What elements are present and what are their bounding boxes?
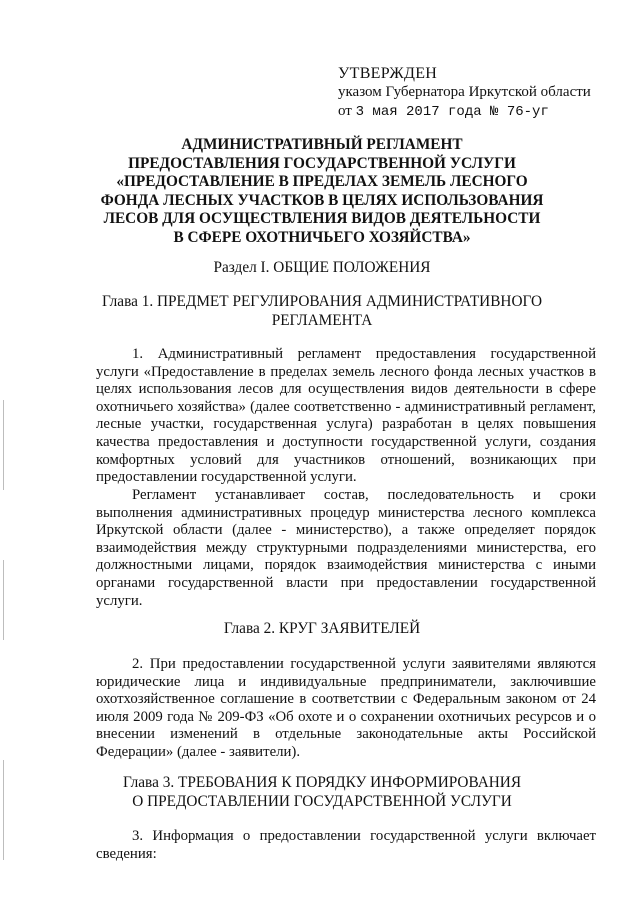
title-line: В СФЕРЕ ОХОТНИЧЬЕГО ХОЗЯЙСТВА»: [173, 228, 471, 246]
section-1-heading: [95, 259, 549, 278]
chapter-1-heading: [95, 293, 549, 330]
approval-date-line: [338, 102, 591, 122]
scan-margin-line: [3, 760, 4, 860]
approval-block: [338, 64, 591, 122]
scan-margin-line: [3, 560, 4, 640]
chapter-3-line: О ПРЕДОСТАВЛЕНИИ ГОСУДАРСТВЕННОЙ УСЛУГИ: [132, 792, 512, 810]
paragraph-1: 1. Административный регламент предоставления государственной услуги «Предоставление в пределах земель лесного фонда лесных участков в целях использования лесов для осуществления видов деятельности в сфере охотничьего хозяйства» (далее соответственно - административный регламент, лесные участки, государственная услуга) разработан в целях повышения качества предоставления и доступности государственной услуги, создания комфортных условий для участников отношений, возникающих при предоставлении государственной услуги.: [96, 346, 596, 486]
approval-title: УТВЕРЖДЕН: [338, 65, 438, 82]
paragraph-2: Регламент устанавливает состав, последовательность и сроки выполнения административных процедур министерства лесного комплекса Иркутской области (далее - министерство), а также определяет порядок взаимодействия между структурными подразделениями министерства, его должностными лицами, порядок взаимодействия министерства с иными органами государственной власти при предоставлении государственной услуги.: [96, 487, 596, 609]
chapter-2-label: Глава 2. КРУГ ЗАЯВИТЕЛЕЙ: [223, 620, 421, 637]
paragraph-4: 3. Информация о предоставлении государственной услуги включает сведения:: [96, 828, 596, 862]
approval-date-handwritten: 3 мая 2017 года № 76-уг: [355, 104, 549, 120]
chapter-1-line: РЕГЛАМЕНТА: [271, 311, 373, 329]
chapter-1-line: Глава 1. ПРЕДМЕТ РЕГУЛИРОВАНИЯ АДМИНИСТРАТИВНОГО: [101, 293, 543, 310]
title-line: «ПРЕДОСТАВЛЕНИЕ В ПРЕДЕЛАХ ЗЕМЕЛЬ ЛЕСНОГО: [116, 173, 528, 190]
title-line: ПРЕДОСТАВЛЕНИЯ ГОСУДАРСТВЕННОЙ УСЛУГИ: [128, 154, 516, 172]
chapter-2-heading: [95, 620, 549, 639]
approval-date-prefix: от: [338, 103, 356, 119]
scan-margin-line: [3, 400, 4, 490]
approval-authority: указом Губернатора Иркутской области: [338, 84, 591, 100]
title-line: ЛЕСОВ ДЛЯ ОСУЩЕСТВЛЕНИЯ ВИДОВ ДЕЯТЕЛЬНОСТИ: [103, 210, 541, 227]
paragraph-3: 2. При предоставлении государственной услуги заявителями являются юридические лица и индивидуальные предприниматели, заключившие охотхозяйственное соглашение в соответствии с Федеральным законом от 24 июля 2009 года № 209-ФЗ «Об охоте и о сохранении охотничьих ресурсов и о внесении изменений в отдельные законодательные акты Российской Федерации» (далее - заявители).: [96, 656, 596, 760]
chapter-3-line: Глава 3. ТРЕБОВАНИЯ К ПОРЯДКУ ИНФОРМИРОВАНИЯ: [122, 774, 522, 791]
title-line: АДМИНИСТРАТИВНЫЙ РЕГЛАМЕНТ: [181, 136, 463, 153]
section-1-label: Раздел I. ОБЩИЕ ПОЛОЖЕНИЯ: [213, 259, 431, 276]
title-line: ФОНДА ЛЕСНЫХ УЧАСТКОВ В ЦЕЛЯХ ИСПОЛЬЗОВАНИЯ: [100, 191, 544, 209]
chapter-3-heading: [95, 774, 549, 811]
document-title: [95, 136, 549, 247]
